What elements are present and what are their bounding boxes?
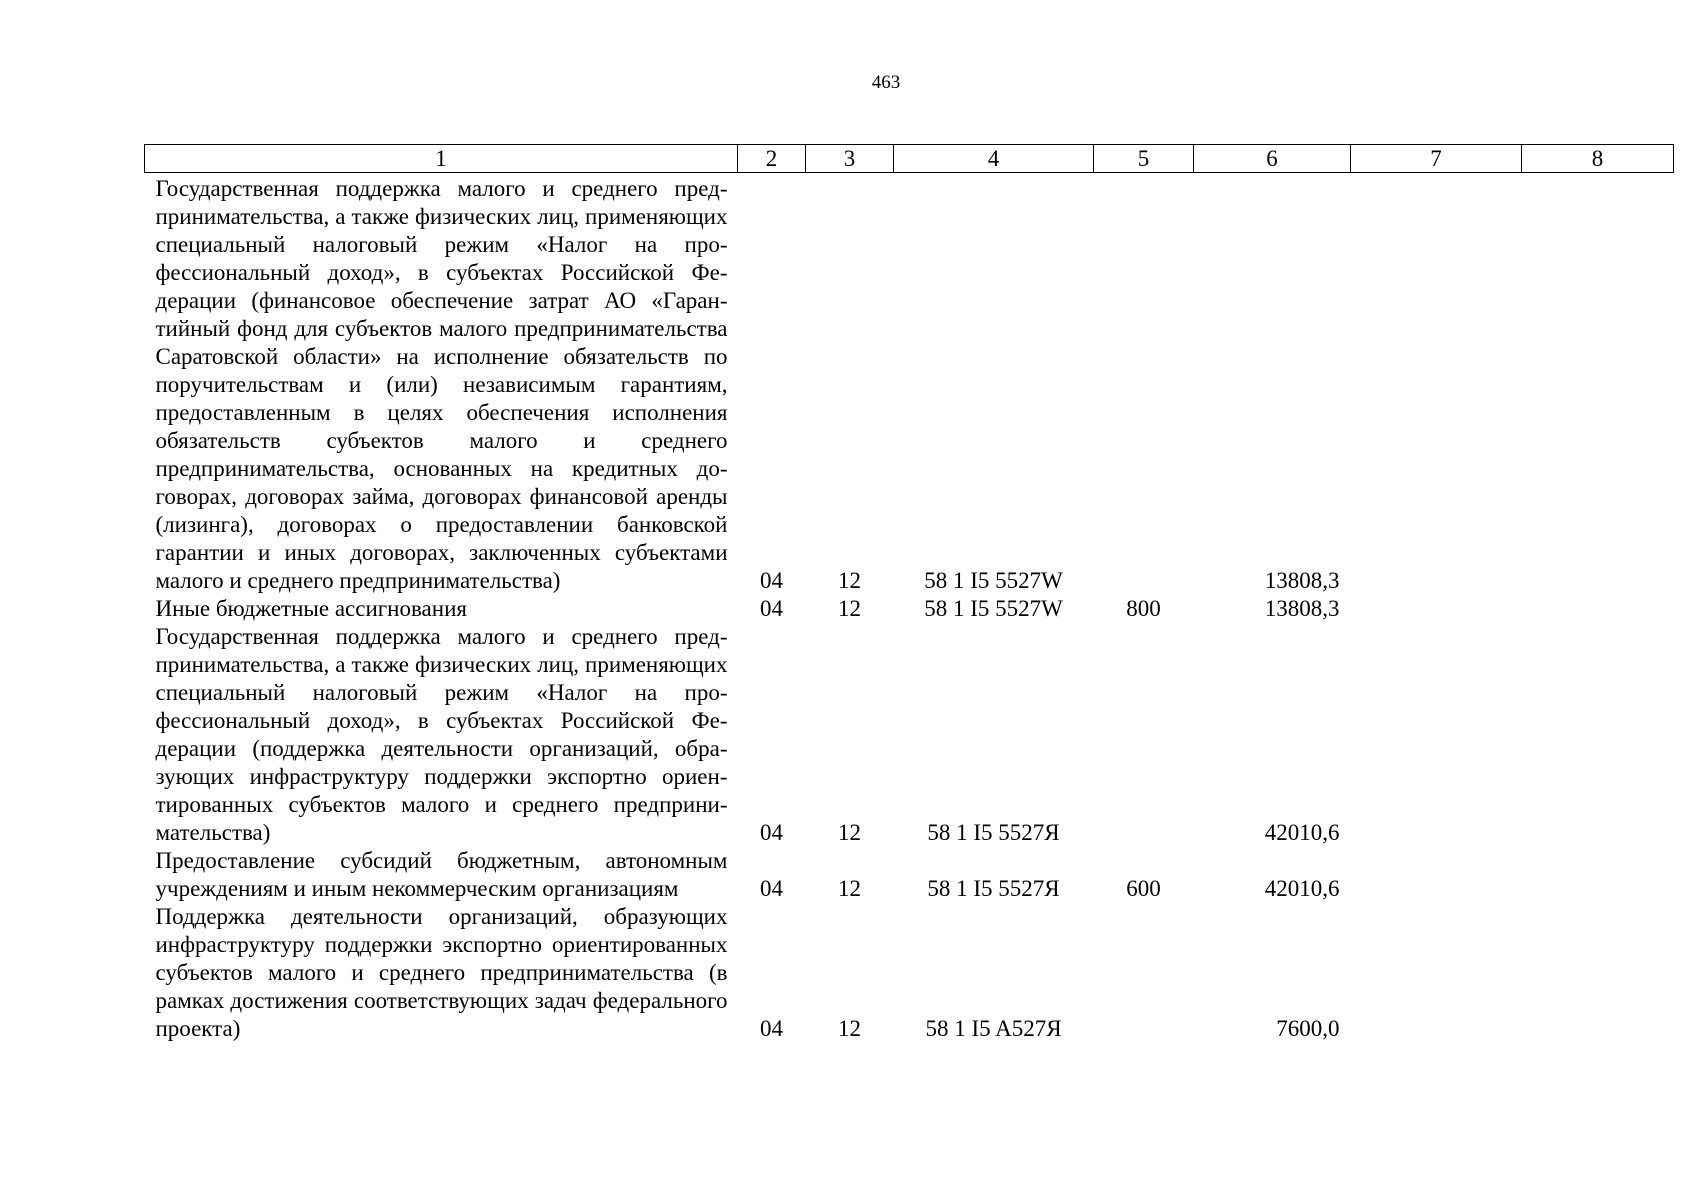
cell-amount: 13808,3 — [1264, 568, 1340, 593]
cell-col-7 — [1351, 903, 1522, 1043]
header-col-3: 3 — [806, 145, 894, 173]
table-row — [145, 903, 1674, 1043]
cell-col-8 — [1522, 903, 1674, 1043]
table-body — [145, 173, 1674, 1044]
cell-section: 04 — [760, 1016, 783, 1041]
cell-section: 04 — [760, 568, 783, 593]
cell-col-7 — [1351, 847, 1522, 903]
cell-amount: 13808,3 — [1264, 596, 1340, 621]
header-row — [145, 145, 1674, 173]
row-name: Иные бюджетные ассигнования — [155, 596, 467, 621]
header-col-7: 7 — [1351, 145, 1522, 173]
budget-table — [144, 144, 1674, 1043]
cell-col-7 — [1351, 173, 1522, 596]
cell-section: 04 — [760, 596, 783, 621]
header-col-2: 2 — [738, 145, 806, 173]
cell-col-8 — [1522, 623, 1674, 847]
cell-col-7 — [1351, 623, 1522, 847]
header-col-8: 8 — [1522, 145, 1674, 173]
cell-expense-type — [1094, 903, 1194, 1043]
cell-amount: 42010,6 — [1264, 820, 1340, 845]
cell-section: 04 — [760, 876, 783, 901]
cell-amount: 42010,6 — [1264, 876, 1340, 901]
cell-expense-type: 800 — [1126, 596, 1161, 621]
row-name: Поддержка деятельности организаций, образующих инфраструктуру поддержки экспортно ориентированных субъектов малого и среднего предпринимательства (в рамках достижения соответствующих задач федерального проекта) — [155, 904, 728, 1041]
table-row — [145, 847, 1674, 903]
cell-col-8 — [1522, 595, 1674, 623]
cell-col-8 — [1522, 173, 1674, 596]
cell-col-7 — [1351, 595, 1522, 623]
cell-subsection: 12 — [838, 1016, 861, 1041]
cell-target-article: 58 1 I5 5527Я — [927, 876, 1060, 901]
header-col-5: 5 — [1094, 145, 1194, 173]
cell-target-article: 58 1 I5 5527W — [924, 568, 1063, 593]
cell-subsection: 12 — [838, 596, 861, 621]
page-number: 463 — [871, 72, 901, 93]
header-col-1: 1 — [145, 145, 738, 173]
cell-expense-type — [1094, 173, 1194, 596]
header-col-4: 4 — [894, 145, 1094, 173]
cell-amount: 7600,0 — [1276, 1016, 1340, 1041]
cell-target-article: 58 1 I5 5527Я — [927, 820, 1060, 845]
table-header — [145, 145, 1674, 173]
table-row — [145, 173, 1674, 596]
row-name: Государственная поддержка малого и среднего предпринимательства, а также физических лиц, применяющих специальный налоговый режим «Налог на профессиональный доход», в субъектах Российской Федерации (финансовое обеспечение затрат АО «Гарантийный фонд для субъектов малого предпринимательства Саратовской области» на исполнение обязательств по поручительствам и (или) независимым гарантиям, предоставленным в целях обеспечения исполнения обязательств субъектов малого и среднего предпринимательства, основанных на кредитных договорах, договорах займа, договорах финансовой аренды (лизинга), договорах о предоставлении банковской гарантии и иных договорах, заключенных субъектами малого и среднего предпринимательства) — [155, 176, 728, 593]
header-col-6: 6 — [1194, 145, 1351, 173]
cell-subsection: 12 — [838, 568, 861, 593]
cell-expense-type: 600 — [1126, 876, 1161, 901]
row-name: Государственная поддержка малого и среднего предпринимательства, а также физических лиц, применяющих специальный налоговый режим «Налог на профессиональный доход», в субъектах Российской Федерации (поддержка деятельности организаций, образующих инфраструктуру поддержки экспортно ориентированных субъектов малого и среднего предпринимательства) — [155, 624, 728, 845]
cell-expense-type — [1094, 623, 1194, 847]
cell-subsection: 12 — [838, 876, 861, 901]
cell-subsection: 12 — [838, 820, 861, 845]
cell-section: 04 — [760, 820, 783, 845]
cell-target-article: 58 1 I5 5527W — [924, 596, 1063, 621]
table-row — [145, 595, 1674, 623]
cell-col-8 — [1522, 847, 1674, 903]
table-row — [145, 623, 1674, 847]
row-name: Предоставление субсидий бюджетным, автономным учреждениям и иным некоммерческим организациям — [155, 848, 728, 901]
cell-target-article: 58 1 I5 A527Я — [925, 1016, 1062, 1041]
